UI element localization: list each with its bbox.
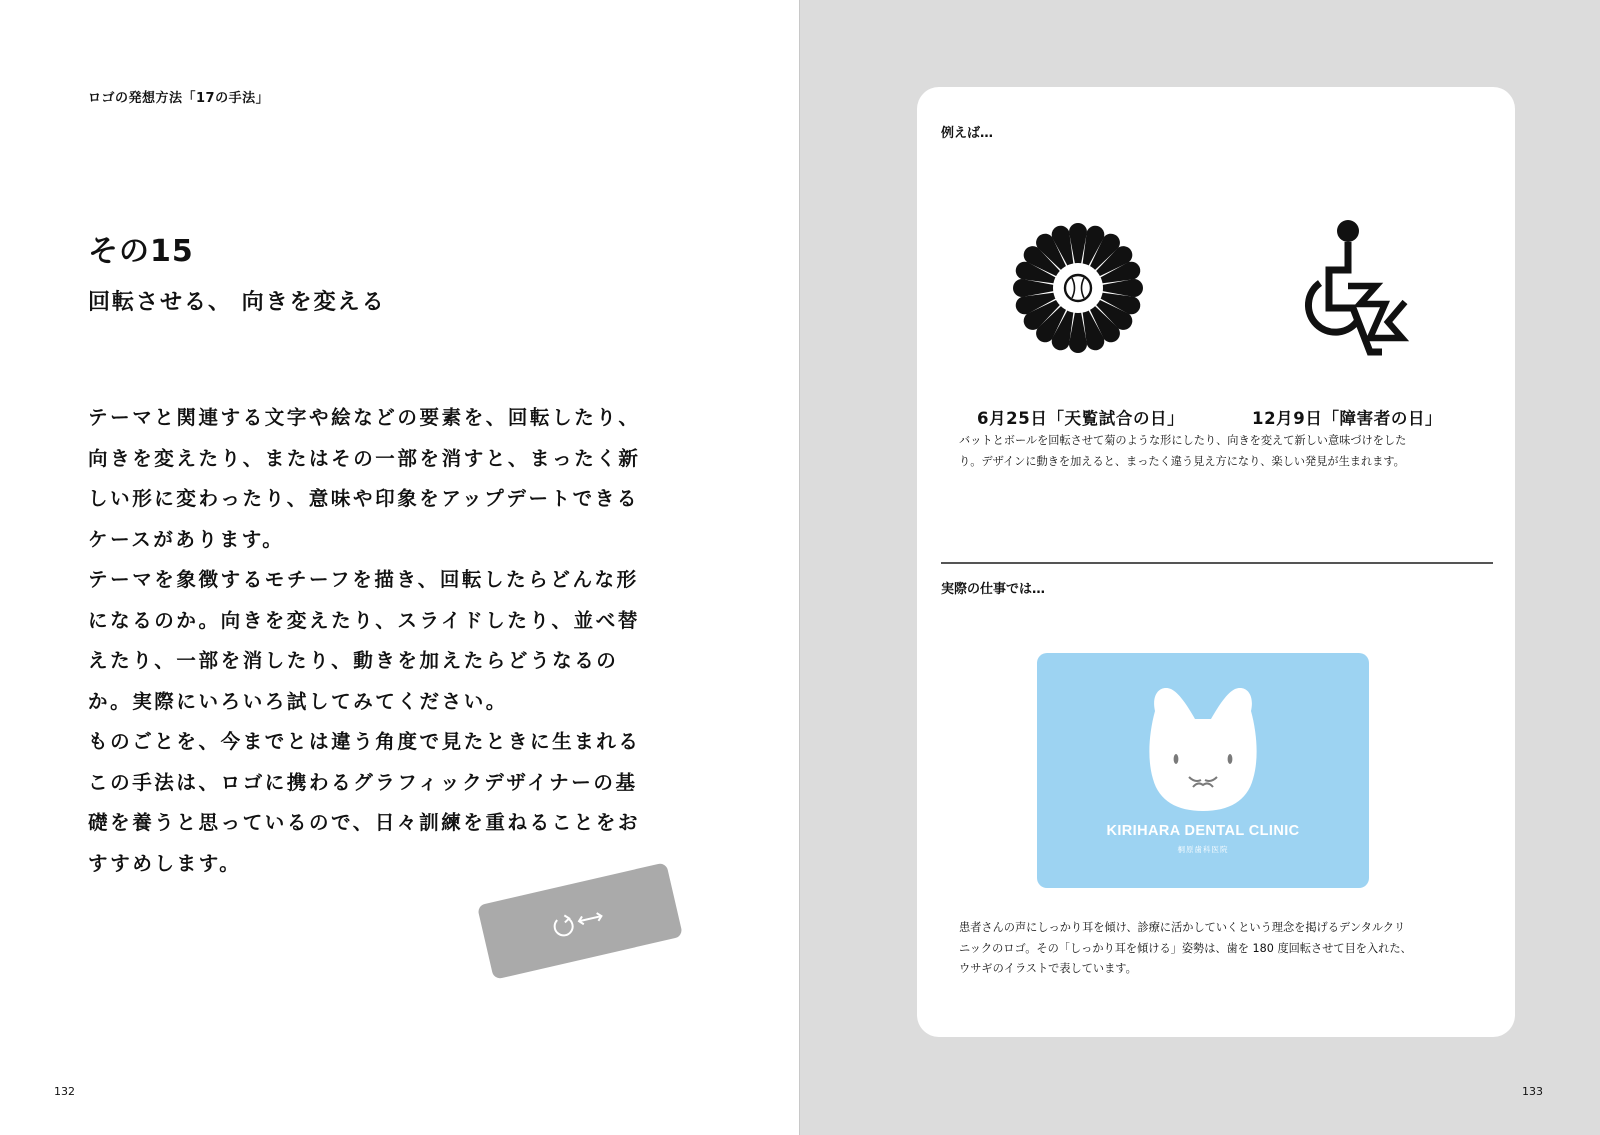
page-number-right: 133 — [1522, 1085, 1543, 1098]
example-card — [917, 87, 1515, 1037]
body-line: この手法は、ロゴに携わるグラフィックデザイナーの基 — [88, 770, 638, 794]
example-caption: 6月25日「天覧試合の日」 — [977, 409, 1185, 428]
examples-note — [959, 431, 1406, 472]
chrysanthemum-baseball-icon — [1001, 211, 1155, 365]
body-line: テーマを象徴するモチーフを描き、回転したらどんな形 — [88, 568, 639, 591]
work-note — [959, 918, 1412, 980]
body-line: ものごとを、今までとは違う角度で見たときに生まれる — [88, 730, 641, 753]
body-line: えたり、一部を消したり、動きを加えたらどうなるの — [88, 649, 619, 672]
kirihara-logo — [1037, 653, 1369, 888]
body-line: 向きを変えたり、またはその一部を消すと、まったく新 — [88, 446, 641, 470]
note-line: り。デザインに動きを加えると、まったく違う見え方になり、楽しい発見が生まれます。 — [959, 454, 1405, 468]
logo-name: KIRIHARA DENTAL CLINIC — [1106, 823, 1300, 839]
example-caption: 12月9日「障害者の日」 — [1252, 409, 1443, 428]
page-number-left: 132 — [54, 1085, 75, 1098]
work-label: 実際の仕事では… — [941, 582, 1046, 597]
running-head: ロゴの発想方法「17の手法」 — [88, 91, 270, 106]
divider — [941, 562, 1493, 564]
body-line: か。実際にいろいろ試してみてください。 — [88, 689, 508, 713]
logo-subtitle: 桐原歯科医院 — [1177, 845, 1229, 854]
note-line: ニックのロゴ。その「しっかり耳を傾ける」姿勢は、歯を 180 度回転させて目を入れた、 — [959, 941, 1412, 955]
note-line: ウサギのイラストで表しています。 — [959, 962, 1137, 975]
body-line: テーマと関連する文字や絵などの要素を、回転したり、 — [88, 406, 641, 429]
right-page — [800, 0, 1600, 1135]
body-line: ケースがあります。 — [88, 527, 285, 551]
body-line: 礎を養うと思っているので、日々訓練を重ねることをお — [88, 811, 641, 834]
tooth-rabbit-icon — [1143, 683, 1263, 813]
body-line: になるのか。向きを変えたり、スライドしたり、並べ替 — [88, 608, 640, 632]
body-line: すすめします。 — [88, 851, 242, 875]
section-title: 回転させる、 向きを変える — [88, 290, 386, 315]
wheelchair-figure-icon — [1290, 220, 1412, 362]
body-line: しい形に変わったり、意味や印象をアップデートできる — [88, 487, 639, 510]
note-line: 患者さんの声にしっかり耳を傾け、診療に活かしていくという理念を掲げるデンタルクリ — [959, 921, 1406, 934]
body-text — [88, 398, 648, 884]
note-line: バットとボールを回転させて菊のような形にしたり、向きを変えて新しい意味づけをした — [959, 434, 1407, 447]
rotate-arrow-icon — [547, 900, 612, 943]
section-number: その15 — [88, 234, 194, 269]
examples-label: 例えば… — [941, 126, 994, 141]
